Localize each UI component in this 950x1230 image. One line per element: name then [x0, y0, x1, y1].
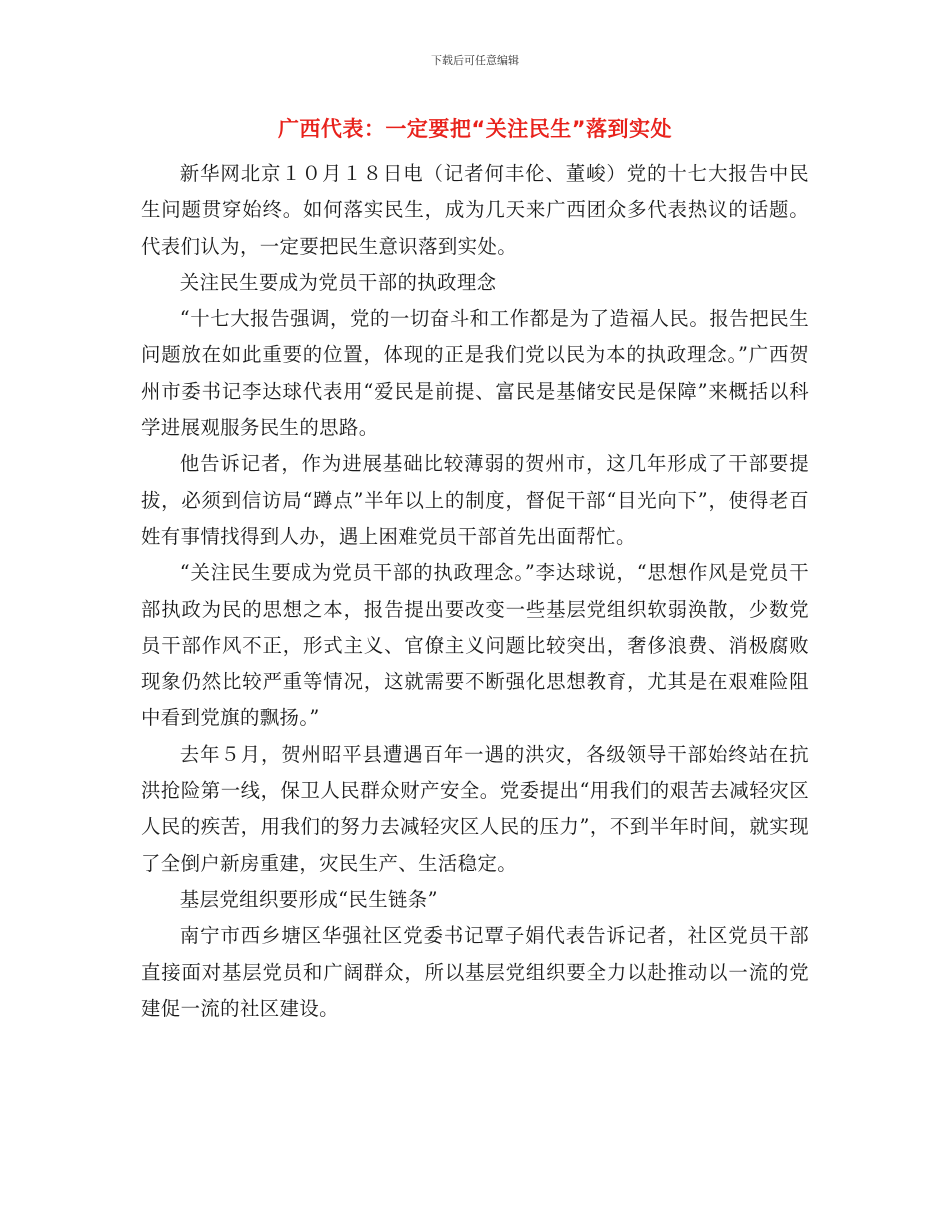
article-body [141, 156, 809, 1027]
paragraph-quote-style: “关注民生要成为党员干部的执政理念。”李达球说，“思想作风是党员干部执政为民的思想之本，报告提出要改变一些基层党组织软弱涣散，少数党员干部作风不正，形式主义、官僚主义问题比较突出，奢侈浪费、消极腐败现象仍然比较严重等情况，这就需要不断强化思想教育，尤其是在艰难险阻中看到党旗的飘扬。” [141, 561, 809, 730]
paragraph-hezhou-system: 他告诉记者，作为进展基础比较薄弱的贺州市，这几年形成了干部要提拔，必须到信访局“蹲点”半年以上的制度，督促干部“目光向下”，使得老百姓有事情找得到人办，遇上困难党员干部首先出面帮忙。 [141, 452, 809, 548]
article-title: 广西代表：一定要把“关注民生”落到实处 [277, 117, 673, 141]
subheading-governance: 关注民生要成为党员干部的执政理念 [179, 270, 497, 294]
paragraph-flood: 去年５月，贺州昭平县遭遇百年一遇的洪灾，各级领导干部始终站在抗洪抢险第一线，保卫人民群众财产安全。党委提出“用我们的艰苦去减轻灾区人民的疾苦，用我们的努力去减轻灾区人民的压力”，不到半年时间，就实现了全倒户新房重建，灾民生产、生活稳定。 [141, 742, 809, 875]
paragraph-quote-report: “十七大报告强调，党的一切奋斗和工作都是为了造福人民。报告把民生问题放在如此重要的位置，体现的正是我们党以民为本的执政理念。”广西贺州市委书记李达球代表用“爱民是前提、富民是基储安民是保障”来概括以科学进展观服务民生的思路。 [141, 307, 809, 440]
header-note: 下载后可任意编辑 [431, 54, 519, 67]
paragraph-intro: 新华网北京１０月１８日电（记者何丰伦、董峻）党的十七大报告中民生问题贯穿始终。如何落实民生，成为几天来广西团众多代表热议的话题。代表们认为，一定要把民生意识落到实处。 [141, 162, 809, 258]
subheading-chain: 基层党组织要形成“民生链条” [179, 887, 438, 911]
paragraph-nanning: 南宁市西乡塘区华强社区党委书记覃子娟代表告诉记者，社区党员干部直接面对基层党员和广阔群众，所以基层党组织要全力以赴推动以一流的党建促一流的社区建设。 [141, 924, 809, 1020]
